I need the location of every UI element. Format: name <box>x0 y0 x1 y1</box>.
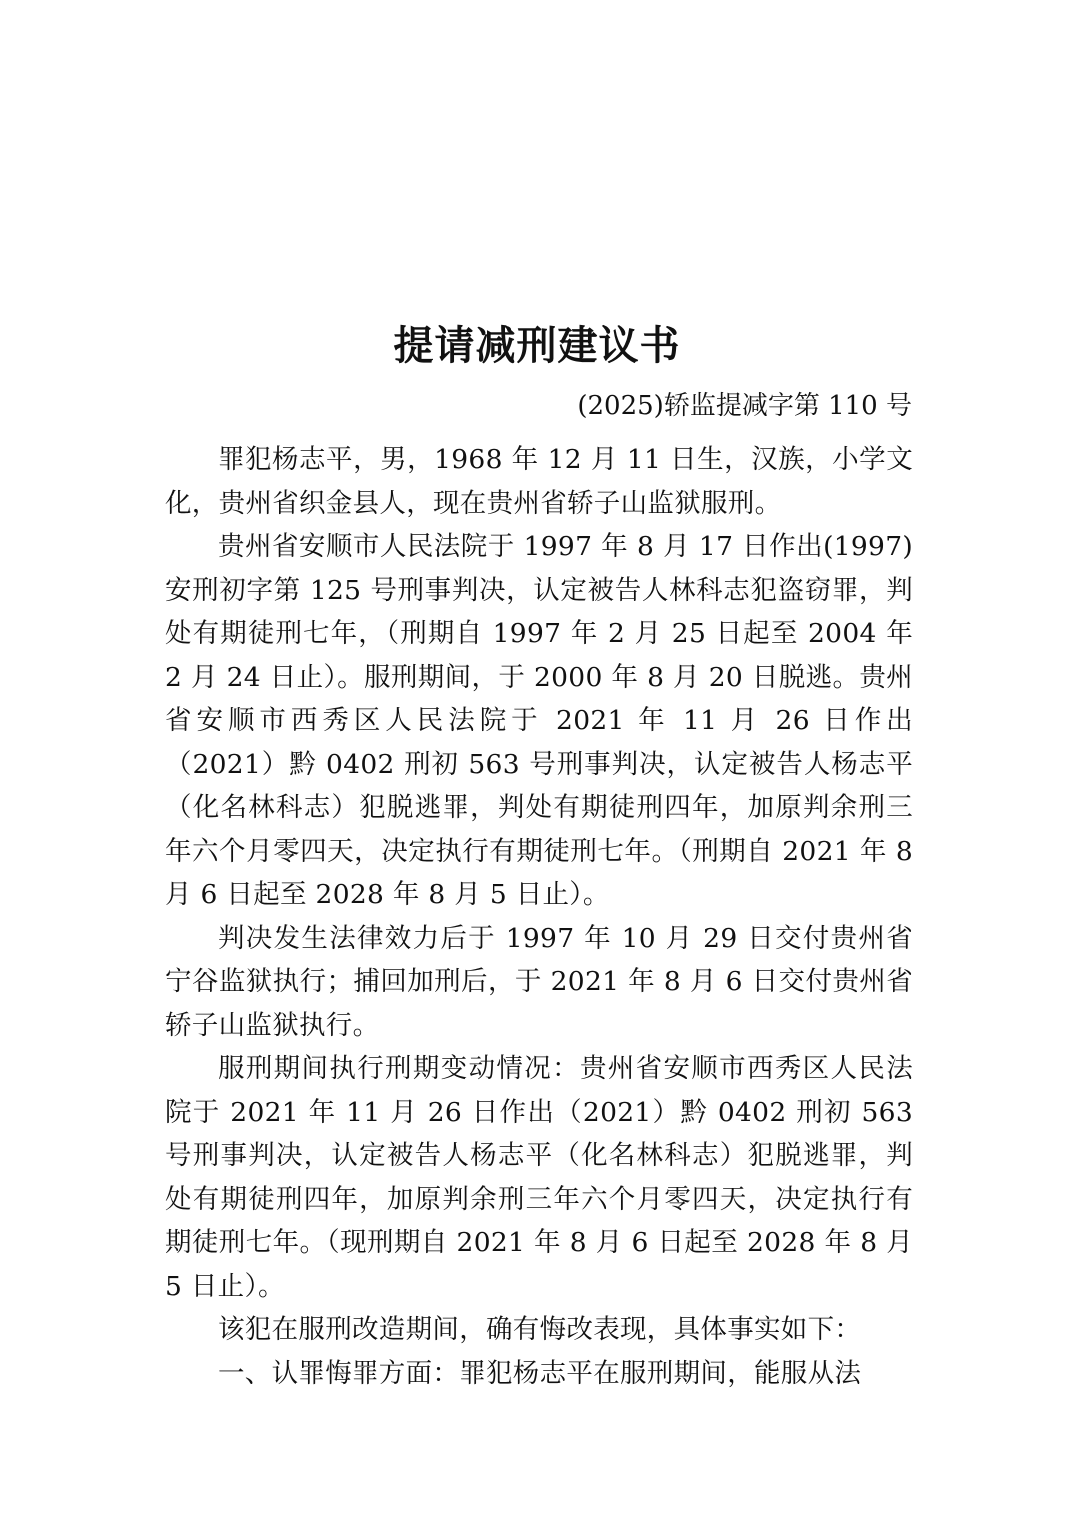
document-body <box>165 438 913 1395</box>
paragraph-criminal-info: 罪犯杨志平，男，1968 年 12 月 11 日生，汉族，小学文化，贵州省织金县人，现在贵州省轿子山监狱服刑。 <box>165 444 913 519</box>
paragraph-sentence-changes: 服刑期间执行刑期变动情况：贵州省安顺市西秀区人民法院于 2021 年 11 月 26 日作出（2021）黔 0402 刑初 563 号刑事判决，认定被告人杨志平（化名林科志）犯脱逃罪，判处有期徒刑四年，加原判余刑三年六个月零四天，决定执行有期徒刑七年。（现刑期自 2021 年 8 月 6 日起至 2028 年 8 月 5 日止）。 <box>165 1053 913 1302</box>
paragraph-repentance-intro: 该犯在服刑改造期间，确有悔改表现，具体事实如下： <box>218 1314 862 1345</box>
paragraph-original-judgment: 贵州省安顺市人民法院于 1997 年 8 月 17 日作出(1997)安刑初字第 125 号刑事判决，认定被告人林科志犯盗窃罪，判处有期徒刑七年，（刑期自 1997 年 2 月 25 日起至 2004 年 2 月 24 日止）。服刑期间，于 2000 年 8 月 20 日脱逃。贵州省安顺市西秀区人民法院于 2021 年 11 月 26 日作出（2021）黔 0402 刑初 563 号刑事判决，认定被告人杨志平（化名林科志）犯脱逃罪，判处有期徒刑四年，加原判余刑三年六个月零四天，决定执行有期徒刑七年。（刑期自 2021 年 8 月 6 日起至 2028 年 8 月 5 日止）。 <box>165 531 913 910</box>
paragraph-repentance-item-1: 一、认罪悔罪方面：罪犯杨志平在服刑期间，能服从法 <box>218 1357 862 1389</box>
document-number: (2025)轿监提减字第 110 号 <box>577 391 912 421</box>
document-title: 提请减刑建议书 <box>393 322 681 369</box>
paragraph-execution: 判决发生法律效力后于 1997 年 10 月 29 日交付贵州省宁谷监狱执行；捕回加刑后，于 2021 年 8 月 6 日交付贵州省轿子山监狱执行。 <box>165 922 913 1041</box>
